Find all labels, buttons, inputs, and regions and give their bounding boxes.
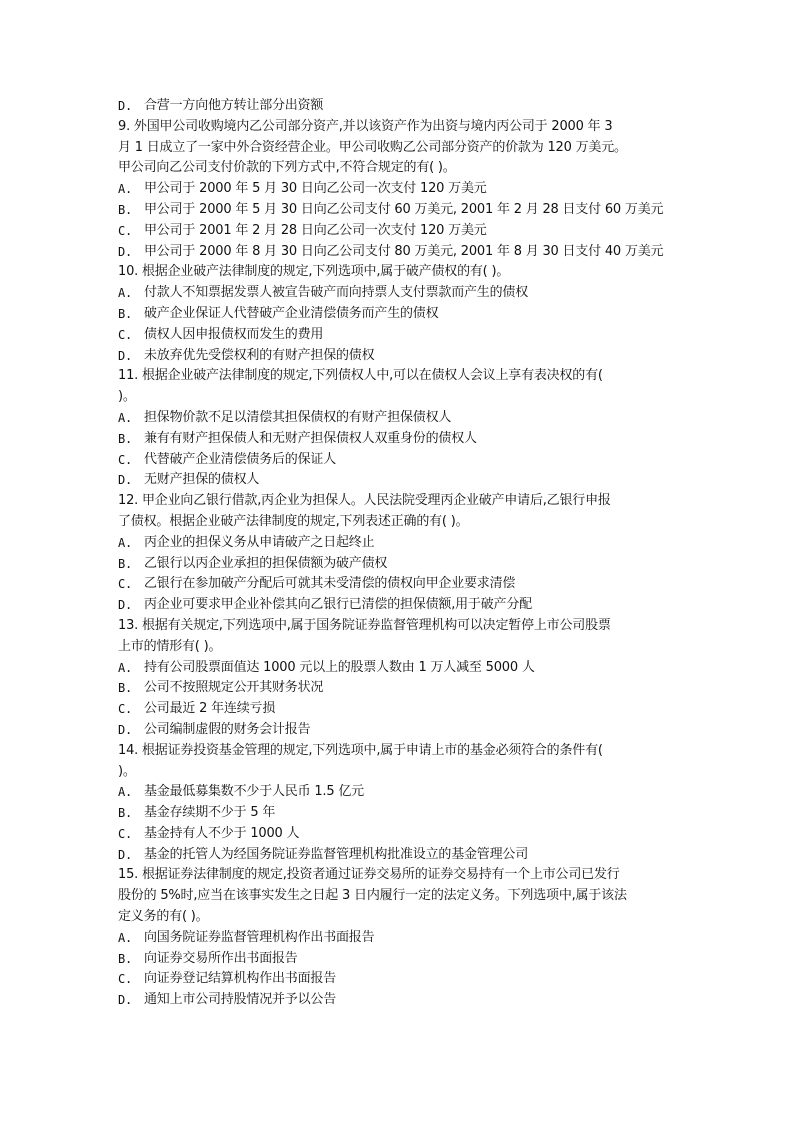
answer-option [118, 325, 678, 346]
option-text: 乙银行在参加破产分配后可就其未受清偿的债权向甲企业要求清偿 [144, 576, 516, 592]
option-text: 兼有有财产担保债人和无财产担保债权人双重身份的债权人 [144, 430, 477, 446]
option-text: 公司最近 2 年连续亏损 [144, 701, 276, 717]
option-letter: D. [118, 473, 133, 488]
option-letter: C. [118, 452, 133, 467]
option-letter: B. [118, 556, 133, 571]
option-letter: A. [118, 410, 133, 425]
option-letter: C. [118, 826, 133, 841]
answer-option [118, 845, 678, 866]
option-letter: D. [118, 847, 133, 862]
option-letter: D. [118, 993, 133, 1008]
answer-option [118, 574, 678, 595]
question-text: 12. 甲企业向乙银行借款,丙企业为担保人。人民法院受理丙企业破产申请后,乙银行申报 [118, 493, 611, 509]
option-text: 甲公司于 2001 年 2 月 28 日向乙公司一次支付 120 万美元 [144, 222, 487, 238]
question-text: 了债权。根据企业破产法律制度的规定,下列表述正确的有( )。 [118, 513, 469, 529]
option-text: 无财产担保的债权人 [144, 472, 260, 488]
answer-option [118, 803, 678, 824]
question-text: 定义务的有( )。 [118, 909, 209, 925]
option-text: 合营一方向他方转让部分出资额 [144, 98, 324, 113]
answer-option [118, 782, 678, 803]
option-letter: A. [118, 930, 133, 945]
option-text: 丙企业可要求甲企业补偿其向乙银行已清偿的担保债额,用于破产分配 [144, 597, 532, 613]
option-letter: B. [118, 306, 133, 321]
option-text: 乙银行以丙企业承担的担保债额为破产债权 [144, 555, 388, 571]
option-letter: B. [118, 806, 133, 821]
option-text: 向证券登记结算机构作出书面报告 [144, 971, 337, 987]
answer-option [118, 595, 678, 616]
answer-option [118, 408, 678, 429]
question-text: 10. 根据企业破产法律制度的规定,下列选项中,属于破产债权的有( )。 [118, 264, 510, 280]
option-text: 公司编制虚假的财务会计报告 [144, 721, 311, 737]
option-text: 代替破产企业清偿债务后的保证人 [144, 451, 337, 467]
option-letter: C. [118, 327, 133, 342]
option-letter: D. [118, 99, 133, 113]
answer-option [118, 242, 678, 263]
answer-option [118, 990, 678, 1011]
option-text: 未放弃优先受偿权利的有财产担保的债权 [144, 347, 375, 363]
answer-option [118, 283, 678, 304]
answer-option [118, 533, 678, 554]
option-text: 付款人不知票据发票人被宣告破产而向持票人支付票款而产生的债权 [144, 285, 529, 301]
answer-option [118, 304, 678, 325]
option-text: 通知上市公司持股情况并予以公告 [144, 992, 337, 1008]
option-text: 破产企业保证人代替破产企业清偿债务而产生的债权 [144, 305, 439, 321]
question-text: )。 [118, 389, 136, 405]
option-letter: A. [118, 535, 133, 550]
question-text: 9. 外国甲公司收购境内乙公司部分资产,并以该资产作为出资与境内丙公司于 2000 年 3 [118, 118, 613, 134]
option-letter: C. [118, 577, 133, 592]
answer-option [118, 658, 678, 679]
option-text: 向证券交易所作出书面报告 [144, 950, 298, 966]
question-text: 股份的 5%时,应当在该事实发生之日起 3 日内履行一定的法定义务。下列选项中,属于该法 [118, 888, 627, 904]
option-letter: D. [118, 598, 133, 613]
answer-option [118, 221, 678, 242]
question-text: 月 1 日成立了一家中外合资经营企业。甲公司收购乙公司部分资产的价款为 120 万美元。 [118, 139, 627, 155]
answer-option [118, 949, 678, 970]
option-text: 债权人因申报债权而发生的费用 [144, 326, 324, 342]
option-letter: A. [118, 286, 133, 301]
option-text: 担保物价款不足以清偿其担保债权的有财产担保债权人 [144, 409, 452, 425]
question-text: )。 [118, 763, 136, 779]
answer-option [118, 824, 678, 845]
option-text: 向国务院证券监督管理机构作出书面报告 [144, 929, 375, 945]
question-text: 15. 根据证券法律制度的规定,投资者通过证券交易所的证券交易持有一个上市公司已发行 [118, 867, 620, 883]
question-text: 甲公司向乙公司支付价款的下列方式中,不符合规定的有( )。 [118, 160, 456, 176]
option-text: 公司不按照规定公开其财务状况 [144, 680, 324, 696]
option-letter: B. [118, 431, 133, 446]
answer-option [118, 554, 678, 575]
answer-option [118, 470, 678, 491]
answer-option [118, 179, 678, 200]
question-text: 上市的情形有( )。 [118, 638, 222, 654]
option-text: 基金的托管人为经国务院证券监督管理机构批准设立的基金管理公司 [144, 846, 529, 862]
option-letter: C. [118, 702, 133, 717]
answer-option [118, 678, 678, 699]
question-text: 14. 根据证券投资基金管理的规定,下列选项中,属于申请上市的基金必须符合的条件有( [118, 742, 603, 758]
option-letter: D. [118, 244, 133, 259]
answer-option [118, 720, 678, 741]
option-letter: D. [118, 348, 133, 363]
option-text: 持有公司股票面值达 1000 元以上的股票人数由 1 万人减至 5000 人 [144, 659, 535, 675]
option-letter: C. [118, 972, 133, 987]
option-letter: B. [118, 681, 133, 696]
option-text: 基金最低募集数不少于人民币 1.5 亿元 [144, 784, 364, 800]
option-letter: C. [118, 223, 133, 238]
option-text: 甲公司于 2000 年 5 月 30 日向乙公司一次支付 120 万美元 [144, 181, 487, 197]
question-text: 11. 根据企业破产法律制度的规定,下列债权人中,可以在债权人会议上享有表决权的有( [118, 368, 603, 384]
answer-option [118, 96, 678, 117]
option-text: 丙企业的担保义务从申请破产之日起终止 [144, 534, 375, 550]
answer-option [118, 969, 678, 990]
option-letter: B. [118, 951, 133, 966]
option-letter: D. [118, 722, 133, 737]
option-letter: B. [118, 202, 133, 217]
answer-option [118, 200, 678, 221]
option-letter: A. [118, 182, 133, 197]
document-page [118, 96, 678, 1011]
answer-option [118, 450, 678, 471]
option-letter: A. [118, 660, 133, 675]
option-text: 基金持有人不少于 1000 人 [144, 825, 300, 841]
answer-option [118, 928, 678, 949]
option-text: 基金存续期不少于 5 年 [144, 805, 276, 821]
option-text: 甲公司于 2000 年 5 月 30 日向乙公司支付 60 万美元, 2001 年 2 月 28 日支付 60 万美元 [144, 201, 664, 217]
option-text: 甲公司于 2000 年 8 月 30 日向乙公司支付 80 万美元, 2001 年 8 月 30 日支付 40 万美元 [144, 243, 664, 259]
option-letter: A. [118, 785, 133, 800]
answer-option [118, 699, 678, 720]
answer-option [118, 346, 678, 367]
answer-option [118, 429, 678, 450]
question-text: 13. 根据有关规定,下列选项中,属于国务院证券监督管理机构可以决定暂停上市公司股票 [118, 617, 611, 633]
